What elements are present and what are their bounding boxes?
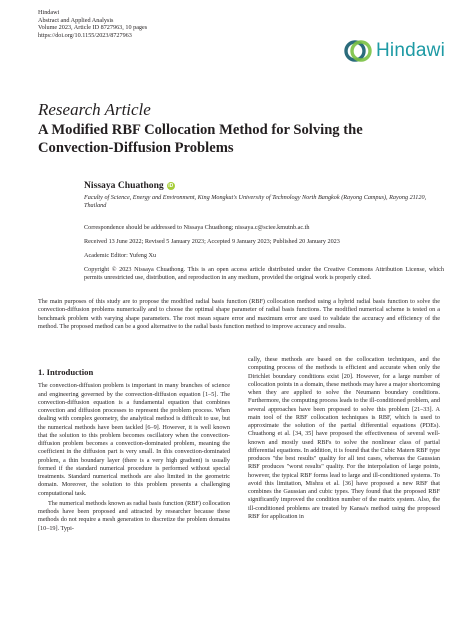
academic-editor: Academic Editor: Yufeng Xu <box>84 252 157 259</box>
abstract: The main purposes of this study are to propose the modified radial basis function (RBF) collocation method using a hybrid radial basis function to solve the convection-diffusion problems numerically and to choose the optimal shape parameter of radial basis functions. The modified numerical scheme is tested on a benchmark problem with varying shape parameters. The root mean square error and maximum error are used to validate the accuracy and efficiency of the method. The proposed method can be a good alternative to the radial basis function method to improve accuracy and results. <box>38 298 440 330</box>
hindawi-mark-icon <box>344 37 372 65</box>
author-name: Nissaya Chuathong <box>84 180 164 191</box>
paragraph: The numerical methods known as radial basis function (RBF) collocation methods have been proposed and attracted by researcher because these methods do not require a mesh generation to discretize the problem domains [10–19]. Typi- <box>38 499 230 532</box>
doi-link[interactable]: https://doi.org/10.1155/2023/8727963 <box>38 31 132 39</box>
correspondence: Correspondence should be addressed to Nissaya Chuathong; nissaya.c@sciee.kmutnb.ac.th <box>84 224 310 231</box>
volume-line: Volume 2023, Article ID 8727963, 10 pages <box>38 24 148 32</box>
article-type: Research Article <box>38 100 151 119</box>
publisher-line: Hindawi <box>38 9 60 16</box>
journal-meta <box>38 9 147 39</box>
article-title: A Modified RBF Collocation Method for Solving the Convection-Diffusion Problems <box>38 122 363 156</box>
hindawi-wordmark: Hindawi <box>376 40 445 61</box>
author <box>84 180 175 191</box>
orcid-icon[interactable]: iD <box>168 182 174 189</box>
paragraph: The convection-diffusion problem is important in many branches of science and engineering governed by the convection-diffusion equation [1–5]. The convection-diffusion equation is a fundamental equation that combines convection and diffusion processes to represent the problem process. When dealing with complex geometry, the analytical method is difficult to use, but the numerical methods have been tackled [6–9]. However, it is well known that the solution to this problem becomes oscillatory when the convection-diffusion problem becomes a convection-dominated problem, meaning the coefficient in the diffusion part is very small. In this convection-dominated problem, a thin boundary layer (there is a very high gradient) is usually formed if the standard numerical procedure is performed without special treatments. Standard numerical methods are also limited in the geometric domain. Moreover, the solution to this problem presents a challenging computational task. <box>38 382 230 497</box>
paragraph: cally, these methods are based on the collocation techniques, and the computing process of the methods is efficient and accurate when only the Dirichlet boundary conditions exist [20]. However, for a large number of collocation points in a domain, these methods may have a major shortcoming when they are applied to solve the Neumann boundary conditions. Furthermore, the computing process leads to the ill-conditioned problem, and several approaches have been proposed to solve this problem [21–33]. A main tool of the RBF collocation techniques is RBF, which is used to approximate the solution of the partial differential equations (PDEs). Chuathong et al. [34, 35] have proposed the effectiveness of several well-known and mostly used RBFs to solve the nonlinear class of partial differential equations. In addition, it is found that the Cubic Matern RBF type produces "the best results" quality for all test cases, whereas the Gaussian RBF produces "worst results" quality. For the interpolation of large points, however, the typical RBF forms lead to large and ill-conditioned systems. To avoid this limitation, Mishra et al. [36] have proposed a new RBF that combines the Gaussian and cubic types. They found that the proposed RBF significantly improved the condition number of the matrix system. Also, the ill-conditioned problems are treated by Kansa's method using the proposed RBF for application in <box>248 356 441 520</box>
journal-name: Abstract and Applied Analysis <box>38 16 114 24</box>
right-column <box>248 356 440 521</box>
left-column <box>38 356 230 533</box>
copyright-notice: Copyright © 2023 Nissaya Chuathong. This is an open access article distributed under the Creative Commons Attribution License, which permits unrestricted use, distribution, and reproduction in any medium, provided the original work is properly cited. <box>84 266 444 282</box>
affiliation: Faculty of Science, Energy and Environment, King Mongkut's University of Technology North Bangkok (Rayong Campus), Rayong 21120, Thailand <box>84 194 427 210</box>
hindawi-logo <box>344 36 445 66</box>
section-heading: 1. Introduction <box>38 367 94 377</box>
publication-dates: Received 13 June 2022; Revised 5 January 2023; Accepted 9 January 2023; Published 20 January 2023 <box>84 238 340 245</box>
